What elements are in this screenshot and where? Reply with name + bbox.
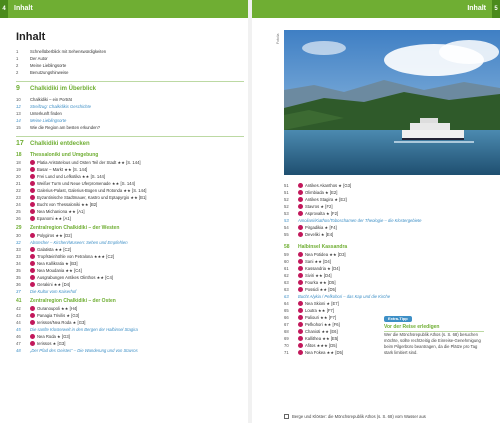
toc-entry[interactable] bbox=[16, 347, 244, 354]
toc-entry-label: Bucht von Thessaloniki ★★ [B2] bbox=[37, 201, 98, 207]
toc-entry-label: Die Kultur vom Kaiserhof bbox=[30, 288, 77, 294]
toc-entry-page: 42 bbox=[16, 305, 21, 311]
poi-number-badge-icon bbox=[298, 350, 303, 355]
toc-entry-page: 22 bbox=[16, 187, 21, 193]
toc-entry[interactable] bbox=[284, 182, 380, 189]
toc-entry-label: Olimbiada ★ [E2] bbox=[305, 189, 338, 195]
toc-entry-label: Benutzungshinweise bbox=[30, 69, 69, 75]
toc-entry-page: 68 bbox=[284, 328, 289, 334]
group-label: Zentralregion Chalkidiki – der Osten bbox=[30, 298, 116, 304]
toc-left-column bbox=[16, 48, 244, 354]
section-label: Chalkidiki entdecken bbox=[30, 141, 90, 147]
toc-entry-page: 2 bbox=[16, 62, 19, 68]
toc-entry-label: Wie die Region am besten erkunden? bbox=[30, 124, 101, 130]
toc-entry-page: 21 bbox=[16, 180, 21, 186]
toc-entry[interactable] bbox=[16, 159, 244, 166]
tip-tag: Extra-Tipp bbox=[384, 316, 412, 322]
toc-entry-label: Bucht Alykia / Pefkohori – das Kap und die Kirche bbox=[298, 293, 391, 299]
toc-entry-label: Nea Skioni ★ [E7] bbox=[305, 300, 339, 306]
toc-entry[interactable] bbox=[16, 305, 244, 312]
toc-entry-label: Galatista ★★ [C2] bbox=[37, 246, 72, 252]
toc-entry-label: Siviri ★★ [D4] bbox=[305, 272, 332, 278]
toc-entry-label: Pirgadikia ★ [F4] bbox=[305, 224, 337, 230]
toc-entry-label: Ierissos ★ [G3] bbox=[37, 340, 66, 346]
toc-entry[interactable] bbox=[16, 166, 244, 173]
toc-entry-page: 47 bbox=[16, 340, 21, 346]
toc-entry[interactable] bbox=[16, 239, 244, 246]
toc-entry[interactable] bbox=[16, 260, 244, 267]
toc-entry-page: 67 bbox=[284, 321, 289, 327]
toc-entry[interactable] bbox=[16, 124, 244, 131]
toc-entry-page: 2 bbox=[16, 69, 19, 75]
toc-entry[interactable] bbox=[16, 117, 244, 124]
toc-entry-page: 52 bbox=[284, 196, 289, 202]
toc-entry[interactable] bbox=[16, 173, 244, 180]
toc-entry[interactable] bbox=[16, 55, 244, 62]
poi-number-badge-icon bbox=[30, 254, 35, 259]
toc-entry[interactable] bbox=[16, 312, 244, 319]
poi-number-badge-icon bbox=[298, 301, 303, 306]
poi-number-badge-icon bbox=[30, 209, 35, 214]
group-58-list bbox=[284, 251, 391, 356]
toc-entry-page: 37 bbox=[16, 288, 21, 294]
toc-entry[interactable] bbox=[284, 349, 380, 356]
toc-entry[interactable] bbox=[16, 194, 244, 201]
toc-entry-label: Gerakini ★★ [D4] bbox=[37, 281, 71, 287]
toc-entry-label: Nea Fokea ★★ [D5] bbox=[305, 349, 343, 355]
photo-credit: Fotolia bbox=[276, 33, 280, 44]
lake-boat-photo bbox=[284, 30, 500, 175]
toc-entry-page: 45 bbox=[16, 326, 21, 332]
toc-entry-label: Kallithea ★★ [E5] bbox=[305, 335, 339, 341]
group-number: 18 bbox=[16, 152, 22, 158]
section-number: 9 bbox=[16, 85, 20, 92]
toc-entry[interactable] bbox=[284, 279, 380, 286]
toc-entry-page: 54 bbox=[284, 224, 289, 230]
toc-entry[interactable] bbox=[16, 333, 244, 340]
right-header-title: Inhalt bbox=[467, 5, 486, 12]
toc-entry-page: 1 bbox=[16, 48, 19, 54]
poi-number-badge-icon bbox=[30, 261, 35, 266]
toc-entry-label: Paliouri ★★ [F7] bbox=[305, 314, 337, 320]
poi-number-badge-icon bbox=[298, 204, 303, 209]
toc-entry[interactable] bbox=[16, 208, 244, 215]
toc-entry-page: 20 bbox=[16, 173, 21, 179]
toc-entry[interactable] bbox=[284, 300, 380, 307]
group-18-heading[interactable] bbox=[16, 152, 244, 159]
toc-entry[interactable] bbox=[284, 307, 380, 314]
toc-entry-page: 59 bbox=[284, 251, 289, 257]
toc-entry-label: Abstecher – Kirchen/Museen: Sehen und Empfehlen bbox=[30, 239, 128, 245]
poi-number-badge-icon bbox=[298, 329, 303, 334]
caption-box-icon bbox=[284, 414, 289, 419]
photo-image bbox=[284, 30, 500, 175]
poi-number-badge-icon bbox=[298, 336, 303, 341]
poi-number-badge-icon bbox=[298, 315, 303, 320]
toc-entry-label: Ausgrabungen Antikes Olinthos ★★ [C4] bbox=[37, 274, 113, 280]
toc-entry[interactable] bbox=[16, 187, 244, 194]
group-label: Zentralregion Chalkidiki – der Westen bbox=[30, 225, 120, 231]
toc-entry-page: 36 bbox=[16, 281, 21, 287]
toc-entry-label: Der Autor bbox=[30, 55, 48, 61]
poi-number-badge-icon bbox=[298, 197, 303, 202]
extra-tip-box bbox=[384, 316, 484, 356]
poi-number-badge-icon bbox=[30, 313, 35, 318]
toc-entry-page: 62 bbox=[284, 272, 289, 278]
toc-entry-label: Kassandria ★ [D4] bbox=[305, 265, 340, 271]
toc-entry-page: 53 bbox=[284, 217, 289, 223]
poi-number-badge-icon bbox=[30, 247, 35, 252]
toc-entry-label: Epanomi ★★ [A1] bbox=[37, 215, 71, 221]
caption-text: Berge und Klöster: die Mönchsrepublik Athos (s. S. 68) vom Wasser aus bbox=[292, 414, 426, 419]
poi-number-badge-icon bbox=[30, 282, 35, 287]
toc-entry-label: Antikes Akanthos ★ [G3] bbox=[305, 182, 352, 188]
toc-entry-label: Nea Kallikratia ★ [B3] bbox=[37, 260, 78, 266]
toc-entry-label: Polygiros ★★ [D2] bbox=[37, 232, 72, 238]
poi-number-badge-icon bbox=[298, 190, 303, 195]
toc-entry-page: 53 bbox=[284, 210, 289, 216]
poi-number-badge-icon bbox=[30, 174, 35, 179]
toc-entry[interactable] bbox=[284, 231, 380, 238]
poi-number-badge-icon bbox=[30, 160, 35, 165]
poi-number-badge-icon bbox=[298, 322, 303, 327]
toc-entry-page: 12 bbox=[16, 103, 21, 109]
poi-number-badge-icon bbox=[30, 233, 35, 238]
toc-entry-page: 70 bbox=[284, 342, 289, 348]
toc-entry-label: Ouranoupoli ★★ [H4] bbox=[37, 305, 78, 311]
toc-entry-label: Loutra ★★ [F7] bbox=[305, 307, 334, 313]
toc-entry-label: Galerius-Palast, Galerius-Bogen und Rotonda ★★ [S. 144] bbox=[37, 187, 147, 193]
toc-entry[interactable] bbox=[16, 246, 244, 253]
page-title: Inhalt bbox=[16, 31, 46, 43]
toc-entry[interactable] bbox=[16, 48, 244, 55]
poi-number-badge-icon bbox=[30, 268, 35, 273]
poi-number-badge-icon bbox=[298, 252, 303, 257]
toc-entry-label: Nea Roda ★ [G3] bbox=[37, 333, 70, 339]
toc-entry[interactable] bbox=[16, 281, 244, 288]
toc-entry[interactable] bbox=[16, 232, 244, 239]
toc-entry[interactable] bbox=[16, 180, 244, 187]
left-page-header bbox=[0, 0, 248, 18]
group-41-list bbox=[16, 305, 244, 354]
poi-number-badge-icon bbox=[30, 181, 35, 186]
group-29-list bbox=[16, 232, 244, 295]
toc-entry-page: 18 bbox=[16, 159, 21, 165]
toc-entry[interactable] bbox=[16, 267, 244, 274]
left-header-title: Inhalt bbox=[14, 5, 33, 12]
toc-entry-page: 63 bbox=[284, 279, 289, 285]
toc-entry-label: Antikes Stagira ★ [E2] bbox=[305, 196, 347, 202]
toc-entry[interactable] bbox=[284, 210, 380, 217]
toc-entry[interactable] bbox=[284, 335, 380, 342]
toc-entry-label: Chalkidiki – ein Porträt bbox=[30, 96, 72, 102]
poi-number-badge-icon bbox=[30, 306, 35, 311]
poi-number-badge-icon bbox=[298, 225, 303, 230]
toc-entry[interactable] bbox=[284, 321, 380, 328]
toc-entry-label: Possidi ★★ [D5] bbox=[305, 286, 337, 292]
tip-title: Vor der Reise erledigen bbox=[384, 324, 484, 332]
section-17-heading[interactable] bbox=[16, 136, 244, 149]
group-58-heading[interactable] bbox=[284, 244, 380, 251]
tip-text: Wer die Mönchsrepublik Athos (s. S. 68) besuchen möchte, sollte rechtzeitig die Einreise-Genehmigung beim Pilgerbüro beantragen, da die Plätze pro Tag stark limitiert sind. bbox=[384, 331, 481, 355]
page-gutter bbox=[248, 0, 252, 423]
right-column-list bbox=[284, 182, 422, 238]
poi-number-badge-icon bbox=[30, 341, 35, 346]
left-page-number: 4 bbox=[0, 0, 8, 18]
poi-number-badge-icon bbox=[30, 202, 35, 207]
poi-number-badge-icon bbox=[298, 280, 303, 285]
toc-entry-page: 63 bbox=[284, 286, 289, 292]
toc-entry-label: Panagia Trivilis ★ [G3] bbox=[37, 312, 80, 318]
toc-entry[interactable] bbox=[284, 251, 380, 258]
section-9-list bbox=[16, 96, 244, 131]
toc-entry-label: Byzantinische Stadtmauer, Kastro und Eptapyrgio ★★ [B1] bbox=[37, 194, 147, 200]
toc-entry[interactable] bbox=[284, 342, 380, 349]
toc-entry-page: 71 bbox=[284, 349, 289, 355]
toc-entry-page: 46 bbox=[16, 333, 21, 339]
toc-entry-label: Streifzug: Chalkidikis Geschichte bbox=[30, 103, 91, 109]
toc-entry[interactable] bbox=[16, 103, 244, 110]
toc-entry-label: Sani ★★ [D4] bbox=[305, 258, 331, 264]
toc-entry-label: Ierissos/Nea Roda ★ [G3] bbox=[37, 319, 86, 325]
toc-entry-page: 1 bbox=[16, 55, 19, 61]
toc-entry-label: Amoliani/Kiathos/Toboschamen der Theologie – die Klostergebiete bbox=[298, 217, 422, 223]
poi-number-badge-icon bbox=[30, 216, 35, 221]
group-18-list bbox=[16, 159, 244, 222]
group-label: Thessaloniki und Umgebung bbox=[30, 152, 99, 158]
poi-number-badge-icon bbox=[298, 211, 303, 216]
toc-entry-page: 14 bbox=[16, 117, 21, 123]
toc-entry-label: Nea Michaniona ★★ [A1] bbox=[37, 208, 85, 214]
poi-number-badge-icon bbox=[298, 273, 303, 278]
group-29-heading[interactable] bbox=[16, 225, 244, 232]
toc-entry-label: Asprovalta ★ [F2] bbox=[305, 210, 339, 216]
toc-entry-label: Platia Aristotelous und Osten Teil der Stadt ★★ [S. 144] bbox=[37, 159, 141, 165]
toc-entry[interactable] bbox=[284, 293, 391, 300]
poi-number-badge-icon bbox=[30, 188, 35, 193]
toc-entry[interactable] bbox=[16, 62, 244, 69]
toc-entry-label: Tropfsteinhöhle von Petralona ★★★ [C2] bbox=[37, 253, 114, 259]
toc-entry-label: „Der Pfad des Geistes“ – Die Wanderung und von Stavros bbox=[30, 347, 138, 353]
toc-entry-page: 43 bbox=[16, 312, 21, 318]
toc-entry[interactable] bbox=[16, 201, 244, 208]
poi-number-badge-icon bbox=[30, 195, 35, 200]
toc-entry[interactable] bbox=[284, 328, 380, 335]
toc-entry[interactable] bbox=[16, 326, 244, 333]
toc-entry-page: 33 bbox=[16, 253, 21, 259]
section-number: 17 bbox=[16, 140, 24, 147]
toc-entry-page: 63 bbox=[284, 293, 289, 299]
toc-entry-page: 35 bbox=[16, 267, 21, 273]
toc-entry-page: 25 bbox=[16, 208, 21, 214]
toc-entry[interactable] bbox=[16, 319, 244, 326]
toc-entry[interactable] bbox=[16, 274, 244, 281]
poi-number-badge-icon bbox=[30, 334, 35, 339]
toc-entry-label: Meine Lieblingsorte bbox=[30, 117, 67, 123]
section-9-heading[interactable] bbox=[16, 81, 244, 94]
toc-entry-page: 64 bbox=[284, 300, 289, 306]
toc-entry[interactable] bbox=[16, 288, 244, 295]
toc-entry-page: 51 bbox=[284, 189, 289, 195]
toc-entry-page: 66 bbox=[284, 314, 289, 320]
toc-entry-label: Unterkunft finden bbox=[30, 110, 62, 116]
toc-entry[interactable] bbox=[284, 258, 380, 265]
toc-entry-label: Stavros ★ [F2] bbox=[305, 203, 333, 209]
toc-entry[interactable] bbox=[16, 340, 244, 347]
toc-entry-label: Basar – Markt ★★ [S. 144] bbox=[37, 166, 88, 172]
toc-entry-page: 69 bbox=[284, 335, 289, 341]
toc-entry[interactable] bbox=[16, 69, 244, 76]
poi-number-badge-icon bbox=[30, 167, 35, 172]
toc-entry[interactable] bbox=[284, 203, 380, 210]
right-page-header bbox=[252, 0, 500, 18]
group-label: Halbinsel Kassandra bbox=[298, 244, 348, 250]
toc-entry-label: Die sanfte Klosterwelt in den Bergen der Halbinsel Stagira bbox=[30, 326, 138, 332]
toc-entry-page: 13 bbox=[16, 110, 21, 116]
group-number: 41 bbox=[16, 298, 22, 304]
toc-entry-page: 52 bbox=[284, 203, 289, 209]
poi-number-badge-icon bbox=[298, 287, 303, 292]
toc-entry-label: Frei Lund und Lefkotika ★★ [S. 144] bbox=[37, 173, 106, 179]
toc-entry-page: 26 bbox=[16, 215, 21, 221]
toc-entry-page: 61 bbox=[284, 265, 289, 271]
toc-entry[interactable] bbox=[284, 217, 422, 224]
toc-entry-page: 10 bbox=[16, 96, 21, 102]
poi-number-badge-icon bbox=[30, 275, 35, 280]
toc-entry-label: Meine Lieblingsorte bbox=[30, 62, 67, 68]
toc-entry-page: 60 bbox=[284, 258, 289, 264]
group-number: 58 bbox=[284, 244, 290, 250]
group-number: 29 bbox=[16, 225, 22, 231]
toc-entry-page: 32 bbox=[16, 239, 21, 245]
poi-number-badge-icon bbox=[30, 320, 35, 325]
toc-entry-label: Nea Moudania ★★ [C4] bbox=[37, 267, 82, 273]
toc-entry[interactable] bbox=[16, 110, 244, 117]
toc-entry-label: Schnellüberblick mit Sehenswürdigkeiten bbox=[30, 48, 107, 54]
group-41-heading[interactable] bbox=[16, 298, 244, 305]
toc-entry[interactable] bbox=[284, 314, 380, 321]
toc-entry-page: 30 bbox=[16, 232, 21, 238]
photo-caption bbox=[284, 414, 426, 420]
toc-entry[interactable] bbox=[284, 272, 380, 279]
intro-list bbox=[16, 48, 244, 76]
toc-entry-page: 34 bbox=[16, 260, 21, 266]
toc-entry-label: Chanioti ★★ [E6] bbox=[305, 328, 338, 334]
toc-entry-page: 24 bbox=[16, 201, 21, 207]
toc-entry[interactable] bbox=[16, 96, 244, 103]
toc-entry[interactable] bbox=[284, 224, 380, 231]
toc-entry-page: 55 bbox=[284, 231, 289, 237]
section-label: Chalkidiki im Überblick bbox=[30, 86, 97, 92]
toc-entry-page: 51 bbox=[284, 182, 289, 188]
toc-entry-page: 35 bbox=[16, 274, 21, 280]
toc-entry[interactable] bbox=[284, 286, 380, 293]
poi-number-badge-icon bbox=[298, 343, 303, 348]
poi-number-badge-icon bbox=[298, 232, 303, 237]
toc-entry-page: 15 bbox=[16, 124, 21, 130]
toc-entry[interactable] bbox=[16, 253, 244, 260]
poi-number-badge-icon bbox=[298, 259, 303, 264]
toc-entry-label: Nea Potidea ★★ [D3] bbox=[305, 251, 346, 257]
toc-entry-page: 44 bbox=[16, 319, 21, 325]
toc-entry[interactable] bbox=[284, 265, 380, 272]
toc-entry-label: Develiki ★ [E4] bbox=[305, 231, 334, 237]
toc-entry-page: 33 bbox=[16, 246, 21, 252]
toc-entry-label: Pefkohori ★★ [F6] bbox=[305, 321, 340, 327]
poi-number-badge-icon bbox=[298, 308, 303, 313]
toc-entry-page: 65 bbox=[284, 307, 289, 313]
toc-entry-label: Afitos ★★★ [D5] bbox=[305, 342, 337, 348]
poi-number-badge-icon bbox=[298, 183, 303, 188]
toc-entry-page: 23 bbox=[16, 194, 21, 200]
toc-entry-page: 19 bbox=[16, 166, 21, 172]
toc-entry[interactable] bbox=[284, 196, 380, 203]
toc-entry-label: Fourka ★★ [D5] bbox=[305, 279, 336, 285]
right-page-number: 5 bbox=[492, 0, 500, 18]
toc-entry-page: 48 bbox=[16, 347, 21, 353]
toc-entry-label: Weißer Turm und Neue Uferpromenade ★★ [S. 144] bbox=[37, 180, 135, 186]
poi-number-badge-icon bbox=[298, 266, 303, 271]
toc-entry[interactable] bbox=[16, 215, 244, 222]
toc-entry[interactable] bbox=[284, 189, 380, 196]
